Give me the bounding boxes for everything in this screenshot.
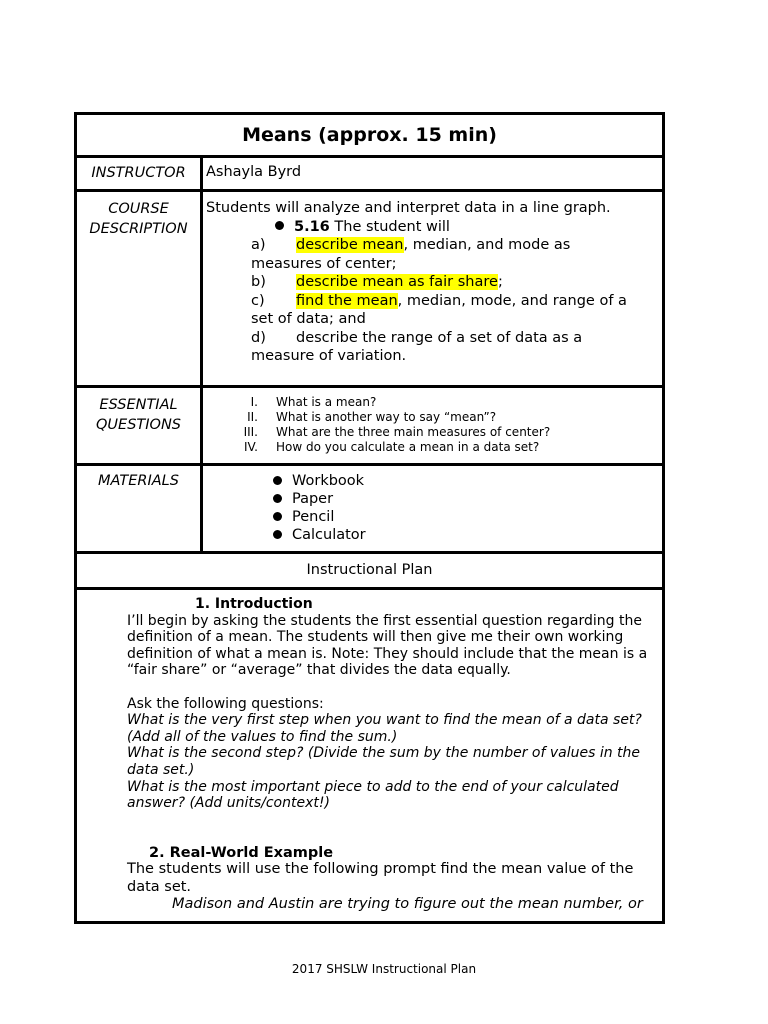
course-description-label [77, 199, 200, 239]
prompt-line: Madison and Austin are trying to figure out the mean number, or [172, 896, 643, 913]
question-text: What are the three main measures of center? [276, 425, 551, 439]
item-text-continued: measures of center; [251, 255, 397, 272]
highlighted-text: describe mean as fair share [296, 274, 498, 290]
item-text-continued: measure of variation. [251, 348, 407, 364]
lesson-plan-table [74, 112, 665, 924]
material-text: Pencil [292, 509, 335, 525]
row-divider [77, 463, 662, 466]
row-divider [77, 385, 662, 388]
section-1-title: 1. Introduction [195, 596, 313, 612]
question-text: What is a mean? [276, 395, 377, 409]
description-label-line: DESCRIPTION [89, 221, 188, 237]
paragraph-line: I’ll begin by asking the students the first essential question regarding the [127, 612, 642, 629]
item-letter: d) [251, 329, 266, 346]
question-line: What is the most important piece to add to the end of your calculated [127, 778, 619, 795]
question-number: III. [243, 425, 258, 439]
question-item [204, 425, 659, 440]
standard-line [206, 218, 661, 237]
material-item [273, 508, 728, 526]
question-text: How do you calculate a mean in a data set? [276, 440, 540, 454]
paragraph-line: The students will use the following prompt find the mean value of the [127, 861, 634, 878]
question-line: data set.) [127, 761, 195, 778]
standard-item-a [251, 236, 661, 255]
instructional-plan-body [127, 596, 657, 914]
row-divider [77, 551, 662, 554]
course-label-line: COURSE [108, 201, 169, 217]
question-number: II. [247, 410, 258, 424]
material-item [273, 472, 728, 490]
material-text: Calculator [292, 527, 366, 543]
material-item [273, 526, 728, 544]
column-divider [200, 157, 203, 554]
question-line: answer? (Add units/context!) [127, 795, 330, 812]
section-1-paragraph [127, 613, 657, 679]
guiding-questions [127, 712, 657, 812]
page-footer: 2017 SHSLW Instructional Plan [291, 962, 477, 976]
instructional-plan-header: Instructional Plan [306, 562, 433, 578]
bullet-icon [275, 221, 284, 230]
question-item [204, 395, 659, 410]
standard-text: The student will [329, 218, 450, 235]
row-divider [77, 587, 662, 590]
question-number: I. [250, 395, 258, 409]
standard-items [206, 236, 661, 366]
item-letter: c) [251, 292, 265, 309]
paragraph-line: data set. [127, 878, 192, 895]
standard-item-d [251, 329, 661, 348]
section-2-title: 2. Real-World Example [149, 844, 334, 861]
paragraph-line: definition of a mean. The students will then give me their own working [127, 629, 624, 646]
item-letter: a) [251, 237, 266, 253]
instructor-label: INSTRUCTOR [91, 165, 186, 181]
bullet-icon [273, 530, 282, 539]
instructor-name: Ashayla Byrd [206, 164, 302, 180]
item-text: , median, mode, and range of a [397, 292, 627, 309]
ask-questions-label: Ask the following questions: [127, 695, 324, 712]
material-text: Paper [292, 491, 334, 507]
highlighted-text: find the mean [296, 292, 398, 309]
material-text: Workbook [292, 473, 365, 489]
course-intro: Students will analyze and interpret data in a line graph. [206, 200, 611, 216]
question-item [204, 410, 659, 425]
row-divider [77, 189, 662, 192]
question-line: What is the second step? (Divide the sum by the number of values in the [127, 745, 641, 762]
essential-questions-label [77, 395, 200, 435]
bullet-icon [273, 512, 282, 521]
materials-list [273, 472, 728, 544]
lesson-title: Means (approx. 15 min) [242, 124, 497, 146]
item-text: , median, and mode as [403, 237, 571, 253]
standard-number: 5.16 [294, 218, 330, 235]
section-2-paragraph [127, 861, 657, 896]
questions-label-line: QUESTIONS [96, 417, 181, 433]
standard-item-c [251, 292, 661, 311]
paragraph-line: definition of what a mean is. Note: They should include that the mean is a [127, 645, 648, 662]
course-description [206, 199, 661, 366]
item-text: ; [497, 274, 503, 290]
item-text: describe the range of a set of data as a [296, 329, 583, 346]
materials-label: MATERIALS [98, 473, 179, 489]
bullet-icon [273, 494, 282, 503]
bullet-icon [273, 476, 282, 485]
material-item [273, 490, 728, 508]
item-letter: b) [251, 274, 266, 290]
standard-item-b [251, 273, 661, 292]
item-text-continued: set of data; and [251, 311, 366, 327]
essential-label-line: ESSENTIAL [99, 397, 178, 413]
question-line: What is the very first step when you want to find the mean of a data set? [127, 712, 642, 729]
paragraph-line: “fair share” or “average” that divides the data equally. [127, 662, 511, 679]
question-number: IV. [243, 440, 258, 454]
highlighted-text: describe mean [296, 237, 404, 253]
row-divider [77, 155, 662, 158]
essential-questions-list [204, 395, 659, 455]
question-line: (Add all of the values to find the sum.) [127, 728, 398, 745]
question-item [204, 440, 659, 455]
question-text: What is another way to say “mean”? [276, 410, 497, 424]
